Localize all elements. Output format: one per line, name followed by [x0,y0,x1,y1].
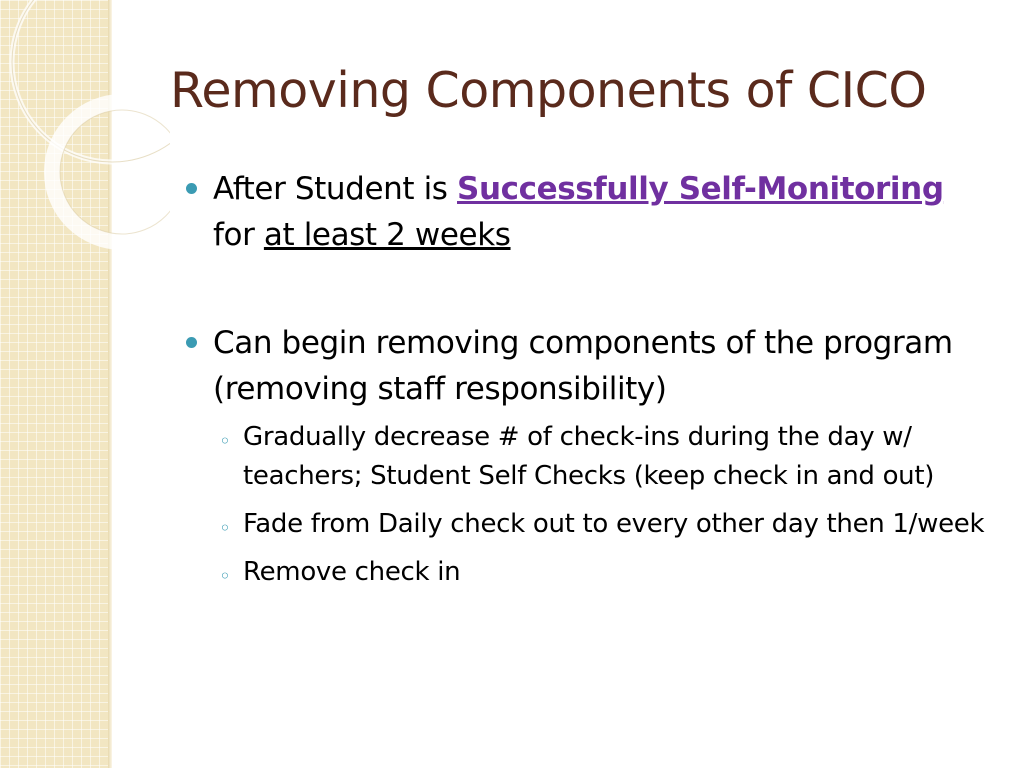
bullet-item [186,166,986,258]
bullet-item [186,320,986,412]
emphasis-text: at least 2 weeks [263,217,511,253]
sub-bullet-item [213,418,986,496]
bullet-text: Can begin removing components of the program (removing staff responsibility) [213,325,953,407]
open-circle-icon: ◦ [219,564,231,588]
bullet-text: After Student is [213,171,458,207]
sub-bullet-item [213,553,986,592]
open-circle-icon: ◦ [219,429,231,453]
filled-circle-icon [186,183,197,194]
sub-bullet-text: Remove check in [243,557,461,587]
self-monitoring-link[interactable]: Successfully Self-Monitoring [457,171,944,207]
slide-body [186,166,986,601]
sub-bullet-text: Gradually decrease # of check-ins during the day w/ teachers; Student Self Checks (keep check in and out) [243,422,935,491]
sub-bullet-text: Fade from Daily check out to every other day then 1/week [243,509,985,539]
sub-bullet-list [186,418,986,592]
slide-title: Removing Components of CICO [170,62,927,119]
sub-bullet-item [213,505,986,544]
bullet-text: for [213,217,264,253]
decorative-circles-icon [0,0,170,260]
open-circle-icon: ◦ [219,516,231,540]
filled-circle-icon [186,337,197,348]
